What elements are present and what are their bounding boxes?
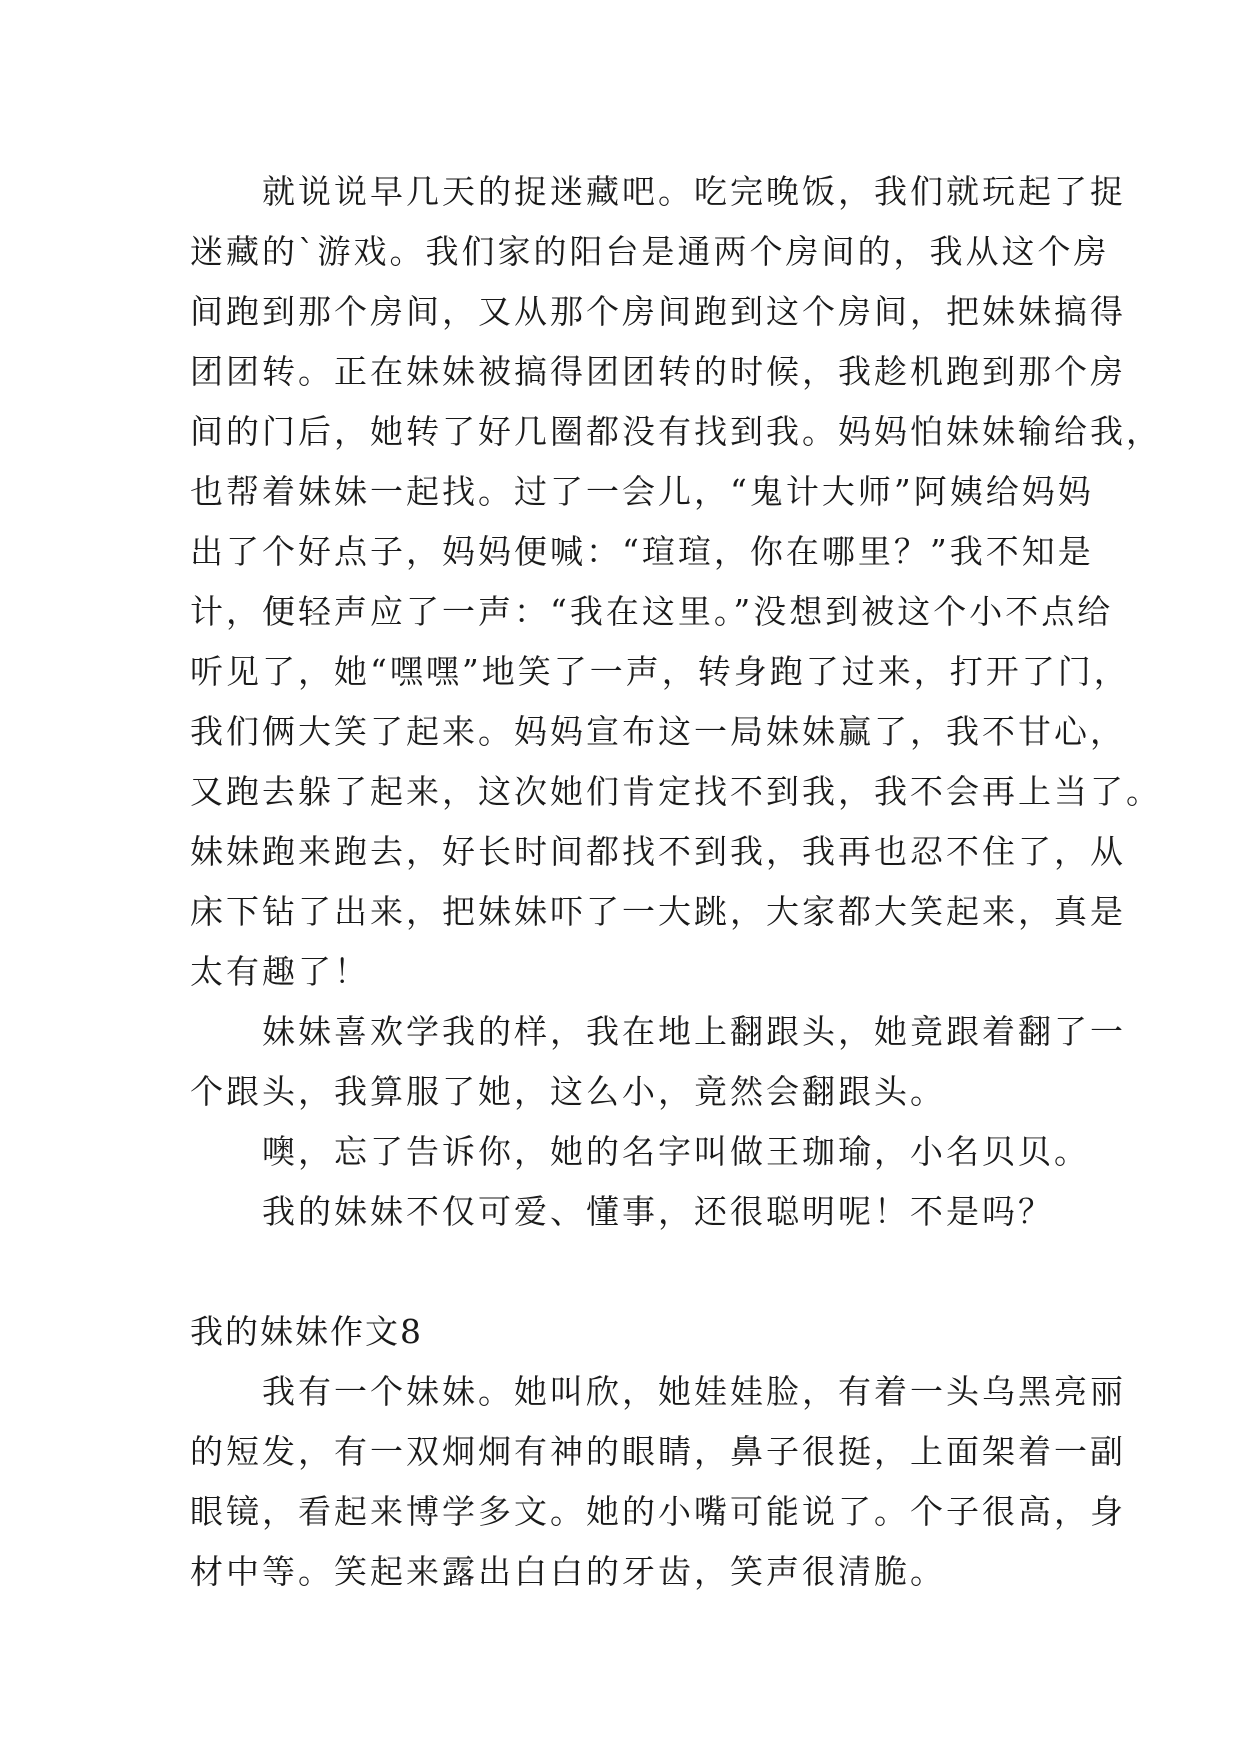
text-line: 太有趣了！ (190, 952, 370, 991)
text-line: 计，便轻声应了一声：“我在这里。”没想到被这个小不点给 (190, 592, 1114, 631)
text-line: 也帮着妹妹一起找。过了一会儿，“鬼计大师”阿姨给妈妈 (190, 472, 1094, 511)
blank-line (190, 1242, 1070, 1302)
text-line: 又跑去躲了起来，这次她们肯定找不到我，我不会再上当了。 (190, 772, 1162, 811)
text-line: 间的门后，她转了好几圈都没有找到我。妈妈怕妹妹输给我， (190, 412, 1162, 451)
text-line: 妹妹喜欢学我的样，我在地上翻跟头，她竟跟着翻了一 (190, 1012, 1126, 1051)
paragraph-essay-8 (190, 1362, 1126, 1602)
paragraph-name (190, 1122, 1090, 1182)
text-line: 我有一个妹妹。她叫欣，她娃娃脸，有着一头乌黑亮丽 (190, 1372, 1126, 1411)
document-body (190, 162, 1162, 1602)
text-line: 出了个好点子，妈妈便喊：“瑄瑄，你在哪里？”我不知是 (190, 532, 1094, 571)
text-line: 眼镜，看起来博学多文。她的小嘴可能说了。个子很高，身 (190, 1492, 1126, 1531)
text-line: 材中等。笑起来露出白白的牙齿，笑声很清脆。 (190, 1552, 946, 1591)
text-line: 团团转。正在妹妹被搞得团团转的时候，我趁机跑到那个房 (190, 352, 1126, 391)
text-line: 我们俩大笑了起来。妈妈宣布这一局妹妹赢了，我不甘心， (190, 712, 1126, 751)
essay-title: 我的妹妹作文8 (190, 1312, 423, 1351)
text-line: 妹妹跑来跑去，好长时间都找不到我，我再也忍不住了，从 (190, 832, 1126, 871)
text-line: 噢，忘了告诉你，她的名字叫做王珈瑜，小名贝贝。 (190, 1132, 1090, 1171)
paragraph-somersault (190, 1002, 1126, 1122)
paragraph-hide-and-seek (190, 162, 1162, 1002)
text-line: 听见了，她“嘿嘿”地笑了一声，转身跑了过来，打开了门， (190, 652, 1130, 691)
text-line: 我的妹妹不仅可爱、懂事，还很聪明呢！不是吗？ (190, 1192, 1054, 1231)
text-line: 个跟头，我算服了她，这么小，竟然会翻跟头。 (190, 1072, 946, 1111)
paragraph-closing (190, 1182, 1070, 1242)
text-line: 就说说早几天的捉迷藏吧。吃完晚饭，我们就玩起了捉 (190, 172, 1126, 211)
text-line: 迷藏的`游戏。我们家的阳台是通两个房间的，我从这个房 (190, 232, 1110, 271)
text-line: 床下钻了出来，把妹妹吓了一大跳，大家都大笑起来，真是 (190, 892, 1126, 931)
text-line: 间跑到那个房间，又从那个房间跑到这个房间，把妹妹搞得 (190, 292, 1126, 331)
text-line: 的短发，有一双炯炯有神的眼睛，鼻子很挺，上面架着一副 (190, 1432, 1126, 1471)
